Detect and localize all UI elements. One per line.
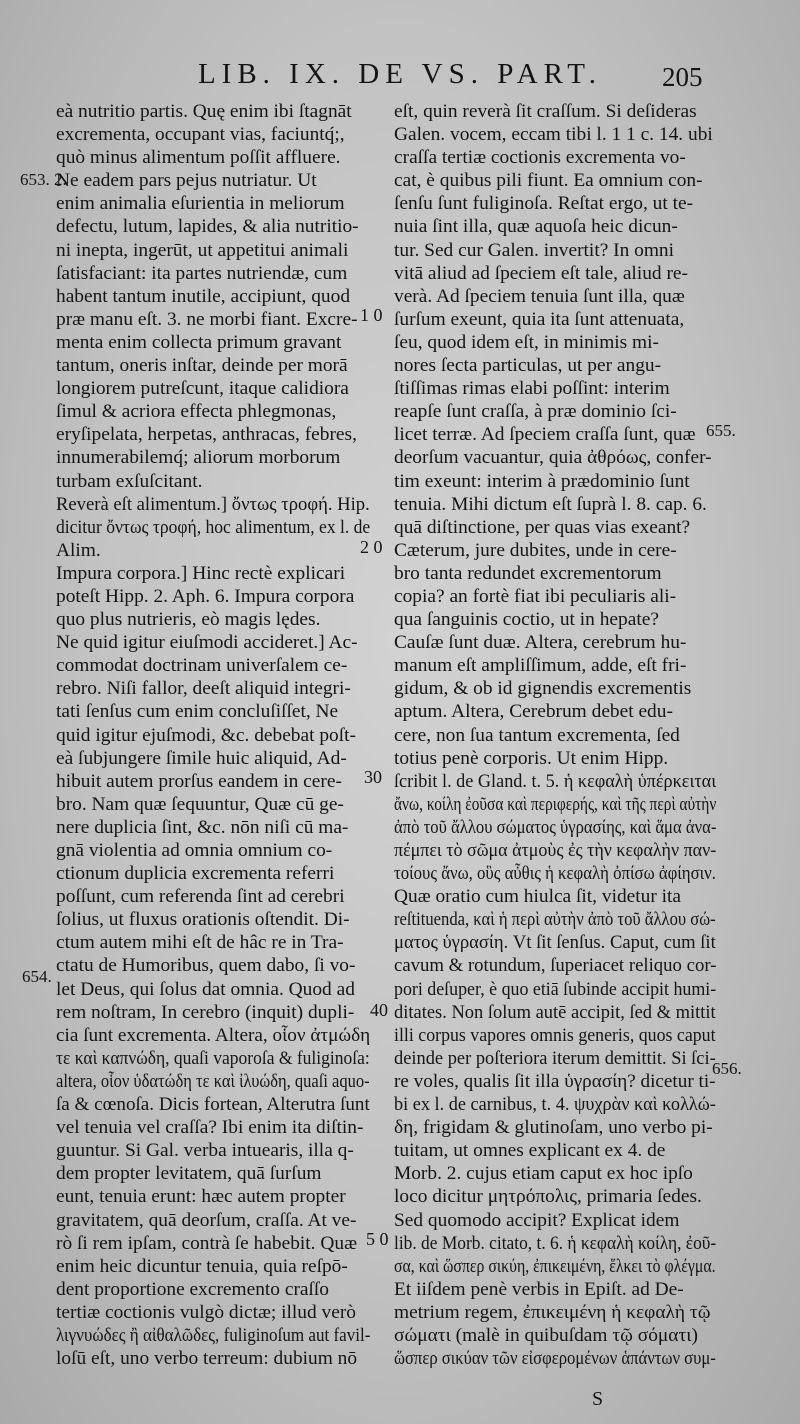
text-line: eà ſubjungere ſimile huic aliquid, Ad- (56, 747, 347, 769)
text-line: craſſa tertiæ coctionis excrementa vo- (394, 147, 686, 169)
text-line: totius penè corporis. Ut enim Hipp. (394, 747, 669, 769)
text-line: ni inepta, ingerūt, ut appetitui animali (56, 239, 349, 261)
text-line: let Deus, qui ſolus dat omnia. Quod ad (56, 978, 355, 1000)
text-line: rebro. Niſi fallor, deeſt aliquid integri- (56, 678, 351, 700)
text-line: manum eſt ampliſſimum, adde, eſt fri- (394, 655, 687, 677)
text-line: eà nutritio partis. Quę enim ibi ſtagnāt (56, 101, 352, 122)
text-line: nores ſecta particulas, ut per angu- (394, 355, 662, 377)
text-line: menta enim collecta primum gravant (56, 331, 342, 353)
text-line: metrium regem, ἐπικειμένη ἡ κεφαλὴ τῷ (394, 1301, 711, 1323)
text-line: eryſipelata, herpetas, anthracas, febres, (56, 424, 357, 446)
text-line: ctatu de Humoribus, quem dabo, ſi vo- (56, 955, 356, 977)
text-line: pori deſuper, è quo etiā ſubinde accipit humi- (394, 978, 717, 1000)
text-line: tuitam, ut omnes explicant ex 4. de (394, 1140, 666, 1162)
text-line: σα, καὶ ὥσπερ σικύη, ἐπικειμένη, ἕλκει τὸ φλέγμα. (394, 1255, 716, 1277)
text-line: ſcribit l. de Gland. t. 5. ἡ κεφαλὴ ὑπέρκειται (394, 770, 717, 792)
text-line: quò minus alimentum poſſit affluere. (56, 147, 341, 169)
text-line: Cauſæ ſunt duæ. Altera, cerebrum hu- (394, 632, 687, 654)
text-line: excrementa, occupant vias, faciuntq́;, (56, 124, 345, 146)
text-line: deinde per poſteriora iterum demittit. Si ſci- (394, 1047, 716, 1069)
text-line: Galen. vocem, eccam tibi l. 1 1 c. 14. ubi (394, 124, 713, 146)
text-line: ſtiſſimas rimas elabi poſſint: interim (394, 378, 670, 400)
text-line: hibuit autem prorſus eandem in cere- (56, 770, 342, 792)
text-line: loſū eſt, uno verbo terreum: dubium nō (56, 1348, 358, 1370)
text-line: re voles, qualis ſit illa ὑγρασίη? dicetur ti- (394, 1070, 716, 1092)
text-line: tertiæ coctionis vulgò dictæ; illud verò (56, 1301, 356, 1323)
text-line: ditates. Non ſolum autē accipit, ſed & mittit (394, 1001, 716, 1023)
text-line: Sed quomodo accipit? Explicat idem (394, 1209, 680, 1231)
text-line: tur. Sed cur Galen. invertit? In omni (394, 239, 675, 261)
text-line: nuia ſint illa, quæ aquoſa heic dicun- (394, 216, 678, 238)
text-line: ctionum duplicia excrementa referri (56, 863, 335, 885)
text-line: dent proportione excremento craſſo (56, 1278, 329, 1300)
text-line: reſtituenda, καὶ ἡ περὶ αὐτὴν ἀπὸ τοῦ ἄλλου σώ- (394, 909, 716, 931)
text-line: Ne quid igitur eiuſmodi accideret.] Ac- (56, 632, 358, 654)
text-line: reapſe ſunt craſſa, à præ dominio ſci- (394, 401, 677, 423)
margin-reference-number: 654. (22, 967, 52, 986)
text-line: vel tenuia vel craſſa? Ibi enim ita diſtin- (56, 1117, 364, 1139)
text-line: bro. Nam quæ ſequuntur, Quæ cū ge- (56, 793, 344, 815)
text-line: longiorem putreſcunt, itaque calidiora (56, 378, 349, 400)
text-line: tim exeunt: interim à prædominio ſunt (394, 470, 690, 492)
text-line: copia? an fortè fiat ibi peculiaris ali- (394, 585, 677, 607)
text-line: rò ſi rem ipſam, contrà ſe habebit. Quæ (56, 1232, 358, 1254)
text-line: τε καὶ καπνώδη, quaſi vaporoſa & fuliginoſa: (56, 1047, 370, 1069)
text-line: dem propter levitatem, quā ſurſum (56, 1163, 322, 1185)
text-line: cere, non ſua tantum excrementa, ſed (394, 724, 680, 746)
text-line: illi corpus vapores omnis generis, quos caput (394, 1024, 716, 1046)
text-line: qua ſanguinis coctio, ut in hepate? (394, 609, 659, 631)
text-line: ſolius, ut fluxus orationis oſtendit. Di- (56, 909, 350, 931)
text-line: Cæterum, jure dubites, unde in cere- (394, 539, 677, 561)
margin-reference-number: 655. (706, 421, 736, 440)
text-line: ſatisfaciant: ita partes nutriendæ, cum (56, 262, 348, 284)
text-line: nere duplicia ſint, &c. nōn niſi cū ma- (56, 816, 349, 838)
text-line: ſeu, quod idem eſt, in minimis mi- (394, 331, 659, 353)
text-line: ſimul & acriora effecta phlegmonas, (56, 401, 337, 423)
text-line: poſſunt, cum referenda ſint ad cerebri (56, 886, 345, 908)
text-line: commodat doctrinam univerſalem ce- (56, 655, 348, 677)
text-line: Ne eadem pars pejus nutriatur. Ut (56, 170, 317, 192)
text-line: tenuia. Mihi dictum eſt ſuprà l. 8. cap. 6. (394, 493, 707, 515)
text-line: σώματι (malè in quibuſdam τῷ σόματι) (394, 1324, 698, 1346)
text-line: cavum & rotundum, ſuperiacet reliquo cor- (394, 955, 717, 977)
line-number: 40 (370, 1000, 388, 1020)
text-line: ἀπὸ τοῦ ἄλλου σώματος ὑγρασίης, καὶ ἅμα ἀνα- (394, 816, 717, 838)
text-line: τοίους ἄνω, οὓς αὖθις ἡ κεφαλὴ ὀπίσω ἀφίησιν. (394, 863, 716, 885)
text-line: πέμπει τὸ σῶμα ἀτμοὺς ἐς τὴν κεφαλὴν παν- (394, 840, 717, 861)
text-line: lib. de Morb. citato, t. 6. ἡ κεφαλὴ κοίλη, ἐοῦ- (394, 1232, 717, 1254)
text-line: poteſt Hipp. 2. Aph. 6. Impura corpora (56, 585, 355, 607)
line-number: 1 0 (360, 305, 383, 325)
line-number: 5 0 (366, 1229, 389, 1249)
text-line: altera, οἷον ὑδατώδη τε καὶ ἰλυώδη, quaſi aquo- (56, 1070, 370, 1092)
text-line: enim heic dicuntur tenuia, quia reſpō- (56, 1255, 348, 1277)
line-number: 30 (364, 767, 382, 787)
text-line: λιγνυώδες ἢ αἰθαλῶδες, fuliginoſum aut favil- (56, 1324, 371, 1346)
text-line: tati ſenſus cum enim concluſiſſet, Ne (56, 701, 339, 723)
text-line: aptum. Altera, Cerebrum debet edu- (394, 701, 673, 723)
text-line: gravitatem, quā deorſum, craſſa. At ve- (56, 1209, 357, 1231)
text-line: ſurſum exeunt, quia ita ſunt attenuata, (394, 308, 685, 330)
text-line: guuntur. Si Gal. verba intuearis, illa q- (56, 1140, 354, 1162)
margin-reference-number: 653. 2. (20, 170, 67, 189)
text-line: Impura corpora.] Hinc rectè explicari (56, 562, 346, 584)
text-line: gnā violentia ad omnia omnium co- (56, 840, 333, 861)
text-line: bi ex l. de carnibus, t. 4. ψυχρὰν καὶ κολλώ- (394, 1094, 716, 1116)
text-line: deorſum vacuantur, quia ἀθρόως, confer- (394, 447, 712, 469)
text-line: Morb. 2. cujus etiam caput ex hoc ipſo (394, 1163, 693, 1185)
text-line: ſa & cœnoſa. Dicis fortean, Alterutra ſunt (56, 1094, 370, 1116)
text-line: Et iiſdem penè verbis in Epiſt. ad De- (394, 1278, 684, 1300)
text-line: dicitur ὄντως τροφή, hoc alimentum, ex l. de (56, 516, 371, 538)
text-line: eunt, tenuia erunt: hæc autem propter (56, 1186, 346, 1208)
text-line: quid igitur ejuſmodi, &c. debebat poſt- (56, 724, 356, 746)
text-line: ctum autem mihi eſt de hâc re in Tra- (56, 932, 344, 954)
text-line: eſt, quin reverà ſit craſſum. Si deſideras (394, 101, 697, 122)
text-line: licet terræ. Ad ſpeciem craſſa ſunt, quæ (394, 424, 696, 446)
left-text-column (56, 100, 370, 1370)
running-title: LIB. IX. DE VS. PART. (197, 58, 603, 90)
text-line: quā diſtinctione, per quas vias exeant? (394, 516, 691, 538)
text-line: loco dicitur μητρόπολις, primaria ſedes. (394, 1186, 702, 1208)
text-line: turbam exſuſcitant. (56, 470, 203, 492)
text-line: δη, frigidam & glutinoſam, uno verbo pi- (394, 1117, 713, 1139)
text-line: defectu, lutum, lapides, & alia nutritio- (56, 216, 359, 238)
text-line: ἄνω, κοίλη ἐοῦσα καὶ περιφερής, καὶ τῆς περὶ αὐτὴν (394, 793, 717, 815)
text-line: bro tanta redundet excrementorum (394, 562, 662, 584)
right-text-column (394, 100, 716, 1370)
text-line: verà. Ad ſpeciem tenuia ſunt illa, quæ (394, 285, 685, 307)
text-line: Quæ oratio cum hiulca ſit, videtur ita (394, 886, 682, 908)
page-number: 205 (662, 62, 703, 92)
text-line: gidum, & ob id gignendis excrementis (394, 678, 692, 700)
margin-reference-number: 656. (712, 1059, 742, 1078)
text-line: Reverà eſt alimentum.] ὄντως τροφή. Hip. (56, 493, 370, 515)
text-line: ὥσπερ σικύαν τῶν εἰσφερομένων ἁπάντων συμ- (394, 1348, 716, 1370)
text-line: tantum, oneris inſtar, deinde per morā (56, 355, 348, 377)
text-line: innumerabilemq́; aliorum morborum (56, 447, 341, 469)
line-number: 2 0 (360, 537, 383, 557)
text-line: ſenſu ſunt fuliginoſa. Reſtat ergo, ut te- (394, 193, 694, 215)
text-line: habent tantum inutile, accipiunt, quod (56, 285, 351, 307)
text-line: præ manu eſt. 3. ne morbi fiant. Excre- (56, 308, 358, 330)
text-line: enim animalia eſurientia in meliorum (56, 193, 345, 215)
text-line: vitā aliud ad ſpeciem eſt tale, aliud re- (394, 262, 688, 284)
text-line: ματος ὑγρασίη. Vt ſit ſenſus. Caput, cum ſit (394, 932, 716, 954)
text-line: cat, è quibus pili fiunt. Ea omnium con- (394, 170, 703, 192)
text-line: Alim. (56, 539, 101, 561)
text-line: rem noſtram, In cerebro (inquit) dupli- (56, 1001, 355, 1023)
text-line: cia ſunt excrementa. Altera, οἷον ἀτμώδη (56, 1024, 371, 1046)
text-line: quo plus nutrieris, eò magis lędes. (56, 609, 321, 631)
signature-mark: S (592, 1388, 604, 1410)
